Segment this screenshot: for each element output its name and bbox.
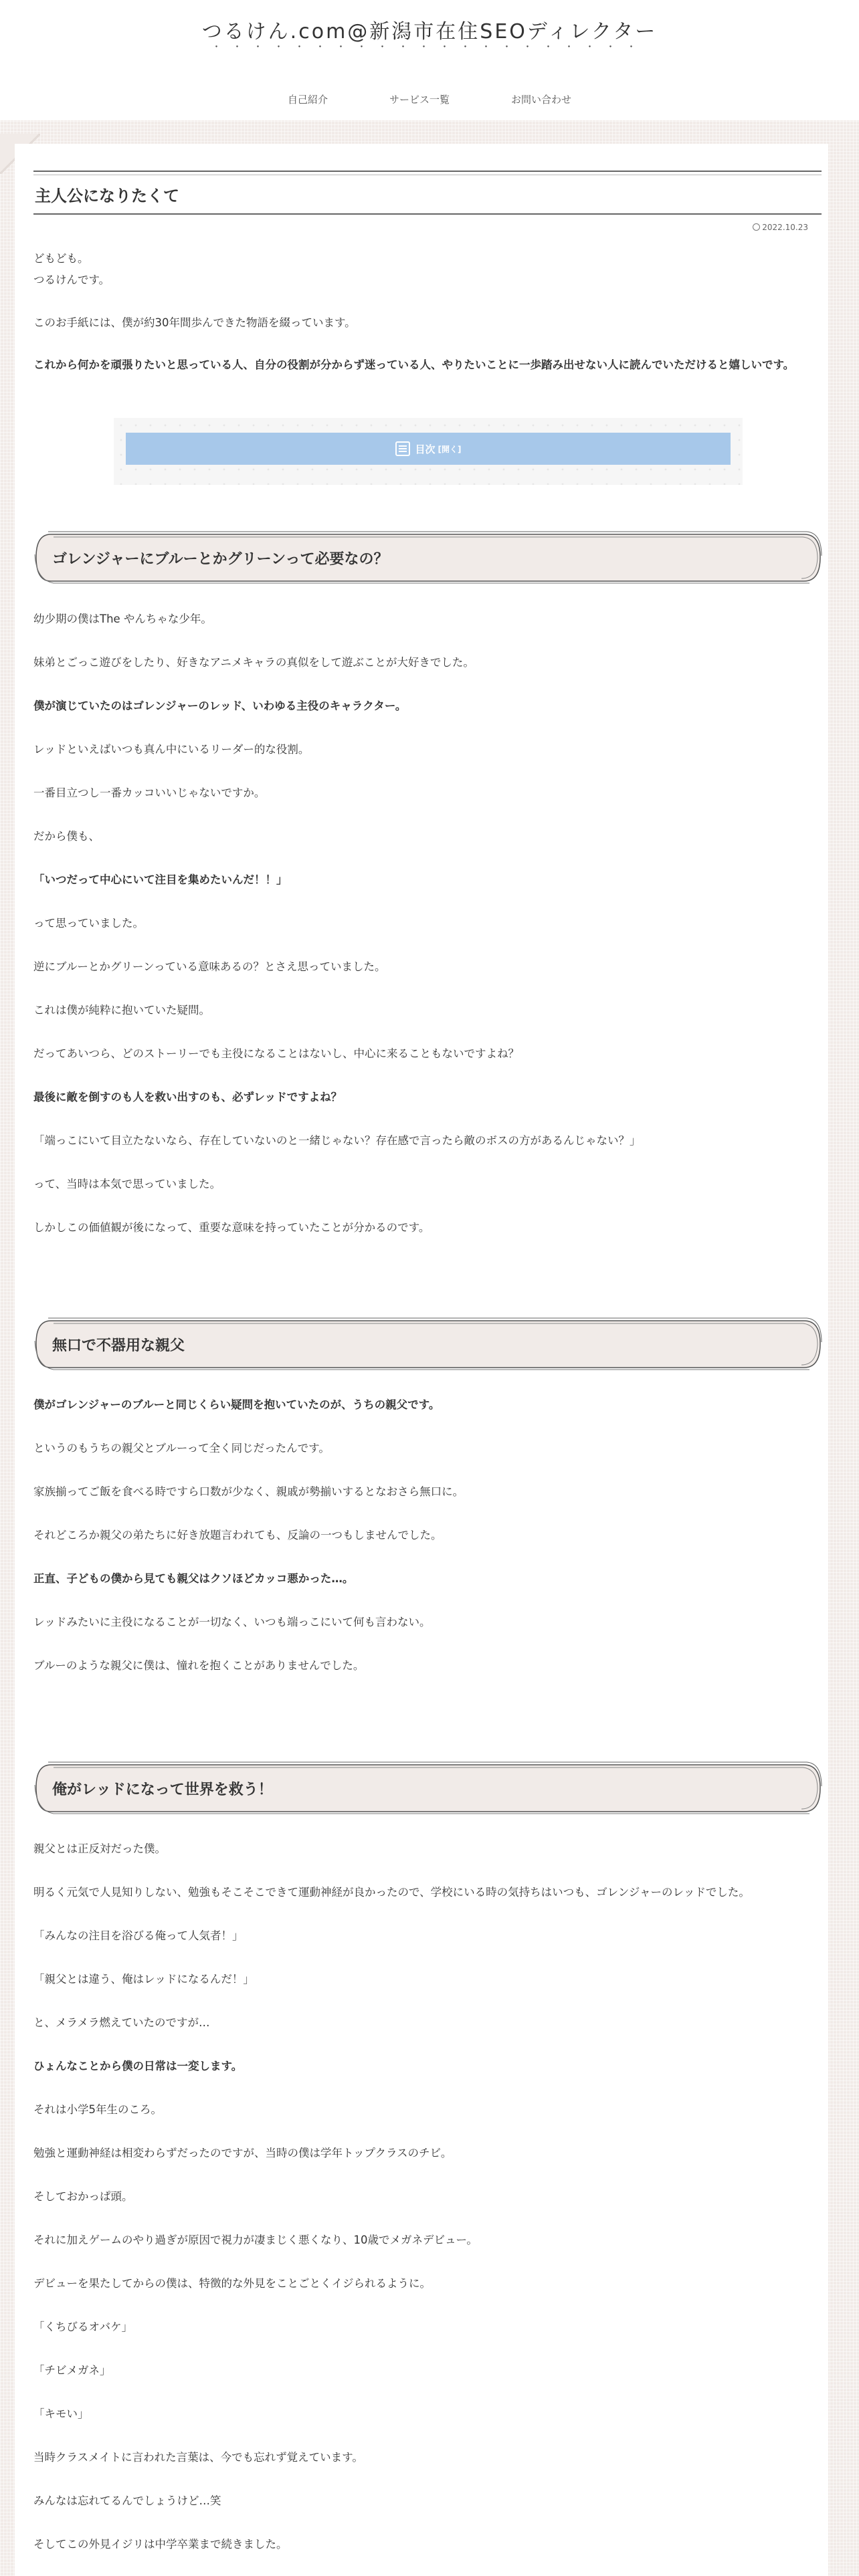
global-nav <box>0 92 859 106</box>
paragraph: って思っていました。 <box>33 917 144 930</box>
paragraph: 「親父とは違う、俺はレッドになるんだ！」 <box>33 1973 254 1985</box>
intro-line-bold: これから何かを頑張りたいと思っている人、自分の役割が分からず迷っている人、やりたいことに一歩踏み出せない人に読んでいただけると嬉しいです。 <box>33 358 795 371</box>
page-title: 主人公になりたくて <box>35 187 179 205</box>
title-frame <box>33 171 822 215</box>
section-heading-text: 無口で不器用な親父 <box>52 1337 185 1354</box>
paragraph-bold: 最後に敵を倒すのも人を救い出すのも、必ずレッドですよね？ <box>33 1091 343 1103</box>
list-icon <box>395 441 410 456</box>
article <box>15 144 828 2576</box>
paragraph: 「キモい」 <box>33 2407 89 2420</box>
nav-item-contact[interactable]: お問い合わせ <box>511 94 572 106</box>
paragraph: そしておかっぱ頭。 <box>33 2190 133 2203</box>
paragraph: というのもうちの親父とブルーって全く同じだったんです。 <box>33 1442 330 1455</box>
paragraph: みんなは忘れてるんでしょうけど…笑 <box>33 2494 221 2507</box>
paragraph: だから僕も、 <box>33 830 100 843</box>
paragraph: ブルーのような親父に僕は、憧れを抱くことがありませんでした。 <box>33 1659 365 1672</box>
intro-line: このお手紙には、僕が約30年間歩んできた物語を綴っています。 <box>33 316 356 329</box>
section-heading <box>33 1761 823 1816</box>
section-heading <box>33 530 823 585</box>
paragraph-bold: 僕がゴレンジャーのブルーと同じくらい疑問を抱いていたのが、うちの親父です。 <box>33 1398 440 1411</box>
paragraph: デビューを果たしてからの僕は、特徴的な外見をことごとくイジられるように。 <box>33 2277 431 2290</box>
paragraph: だってあいつら、どのストーリーでも主役になることはないし、中心に来ることもないですよね？ <box>33 1047 519 1060</box>
post-date <box>753 223 808 232</box>
paragraph: 「端っこにいて目立たないなら、存在していないのと一緒じゃない？存在感で言ったら敵のボスの方があるんじゃない？」 <box>33 1134 641 1147</box>
paragraph: と、メラメラ燃えていたのですが… <box>33 2016 210 2029</box>
title-dots: ・・・・・・・・・・・・・・・・・・・・・ <box>211 42 648 53</box>
clock-icon <box>753 223 760 231</box>
paragraph: 「チビメガネ」 <box>33 2364 111 2377</box>
paragraph-bold: 「いつだって中心にいて注目を集めたいんだ！！」 <box>33 873 288 886</box>
paragraph: 逆にブルーとかグリーンっている意味あるの？とさえ思っていました。 <box>33 960 386 973</box>
paragraph: そしてこの外見イジリは中学卒業まで続きました。 <box>33 2538 288 2551</box>
paragraph: 明るく元気で人見知りしない、勉強もそこそこできて運動神経が良かったので、学校にいる時の気持ちはいつも、ゴレンジャーのレッドでした。 <box>33 1886 750 1899</box>
site-title[interactable]: つるけん.com@新潟市在住SEOディレクター <box>201 20 658 43</box>
paragraph: 家族揃ってご飯を食べる時ですら口数が少なく、親戚が勢揃いするとなおさら無口に。 <box>33 1485 464 1498</box>
post-date-text: 2022.10.23 <box>762 223 808 232</box>
paragraph: それは小学5年生のころ。 <box>33 2103 162 2116</box>
paragraph: 「みんなの注目を浴びる俺って人気者！」 <box>33 1929 244 1942</box>
toc-label: 目次 <box>415 443 436 455</box>
intro-line: どもども。 <box>33 252 89 265</box>
paragraph: それどころか親父の弟たちに好き放題言われても、反論の一つもしませんでした。 <box>33 1529 442 1541</box>
paragraph: 勉強と運動神経は相変わらずだったのですが、当時の僕は学年トップクラスのチビ。 <box>33 2147 452 2159</box>
paragraph: 妹弟とごっこ遊びをしたり、好きなアニメキャラの真似をして遊ぶことが大好きでした。 <box>33 656 474 669</box>
paragraph: 一番目立つし一番カッコいいじゃないですか。 <box>33 786 266 799</box>
section-heading <box>33 1317 823 1372</box>
paragraph-bold: 僕が演じていたのはゴレンジャーのレッド、いわゆる主役のキャラクター。 <box>33 700 407 712</box>
intro-line: つるけんです。 <box>33 274 110 286</box>
nav-item-services[interactable]: サービス一覧 <box>389 94 450 106</box>
paragraph: 「くちびるオバケ」 <box>33 2321 133 2333</box>
paragraph: 当時クラスメイトに言われた言葉は、今でも忘れず覚えています。 <box>33 2451 363 2464</box>
paragraph: それに加えゲームのやり過ぎが原因で視力が凄まじく悪くなり、10歳でメガネデビュー。 <box>33 2234 478 2246</box>
nav-item-profile[interactable]: 自己紹介 <box>287 94 328 106</box>
table-of-contents <box>114 418 743 485</box>
toc-toggle-button[interactable] <box>126 433 731 465</box>
paragraph: 幼少期の僕はThe やんちゃな少年。 <box>33 613 212 625</box>
section-heading-text: 俺がレッドになって世界を救う！ <box>52 1782 273 1798</box>
section-heading-text: ゴレンジャーにブルーとかグリーンって必要なの？ <box>52 551 389 568</box>
paragraph: これは僕が純粋に抱いていた疑問。 <box>33 1004 210 1016</box>
paragraph: レッドといえばいつも真ん中にいるリーダー的な役割。 <box>33 743 310 756</box>
paragraph: しかしこの価値観が後になって、重要な意味を持っていたことが分かるのです。 <box>33 1221 430 1234</box>
toc-toggle-text: [開く] <box>438 444 462 454</box>
site-header <box>0 0 859 120</box>
paragraph-bold: 正直、子どもの僕から見ても親父はクソほどカッコ悪かった…。 <box>33 1572 354 1585</box>
paragraph: って、当時は本気で思っていました。 <box>33 1178 221 1190</box>
paragraph: レッドみたいに主役になることが一切なく、いつも端っこにいて何も言わない。 <box>33 1616 431 1628</box>
paragraph: 親父とは正反対だった僕。 <box>33 1842 166 1855</box>
paragraph-bold: ひょんなことから僕の日常は一変します。 <box>33 2060 243 2072</box>
